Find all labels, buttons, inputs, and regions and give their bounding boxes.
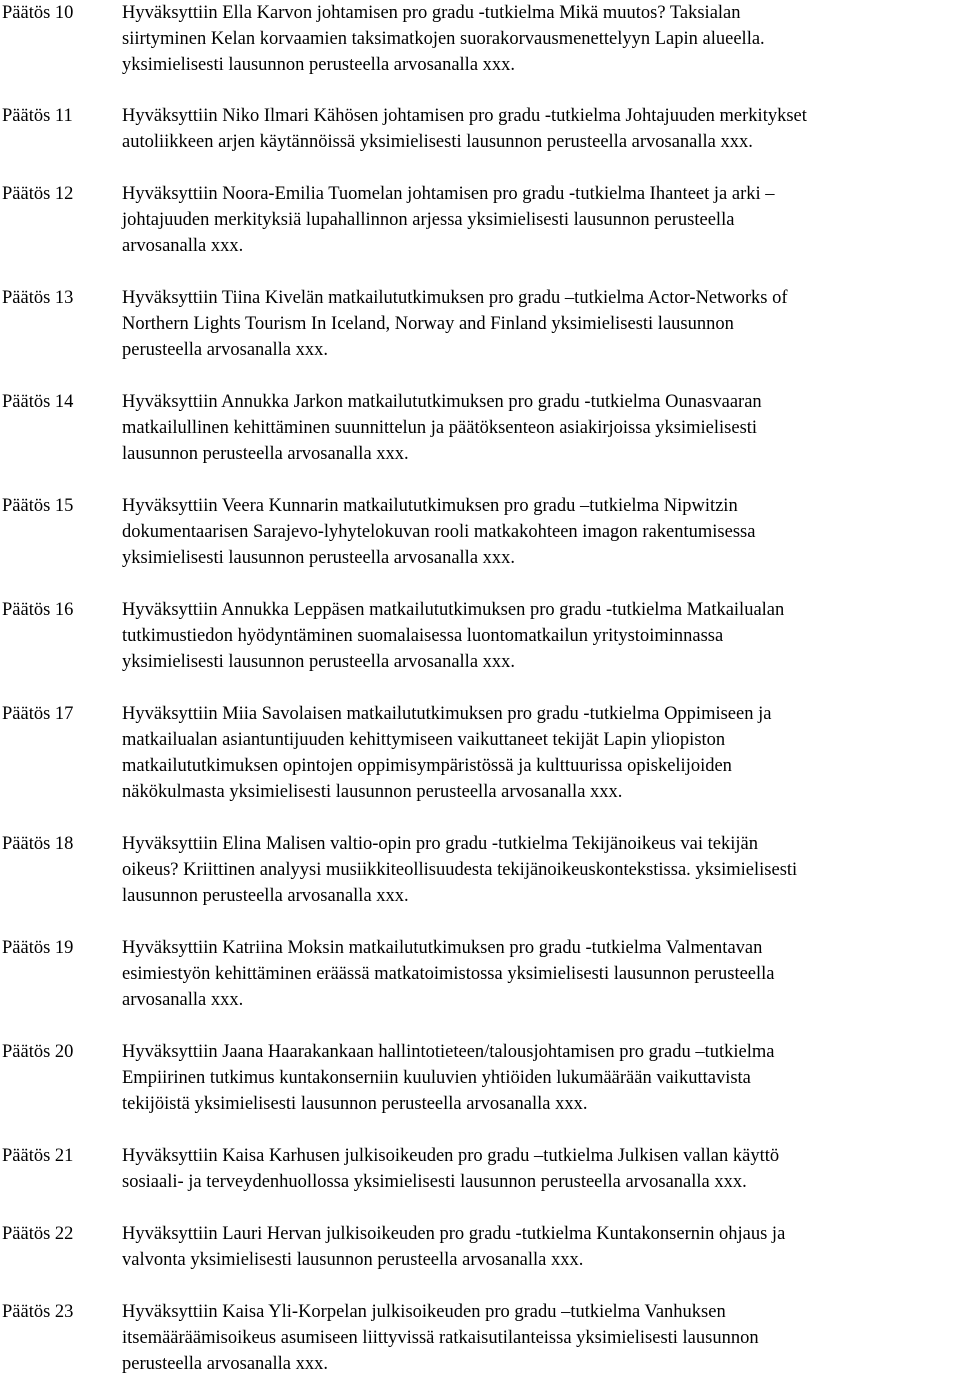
decision-text-line: siirtyminen Kelan korvaamien taksimatkojen suorakorvausmenettelyyn Lapin alueella. bbox=[122, 29, 765, 49]
decision-text-line: Hyväksyttiin Jaana Haarakankaan hallintotieteen/talousjohtamisen pro gradu –tutkielma bbox=[122, 1042, 775, 1062]
decision-number: Päätös 17 bbox=[2, 704, 74, 724]
decision-text-line: Hyväksyttiin Annukka Leppäsen matkailututkimuksen pro gradu -tutkielma Matkailualan bbox=[122, 600, 785, 620]
decision-text-line: arvosanalla xxx. bbox=[122, 236, 244, 256]
decision-text bbox=[122, 1039, 958, 1117]
decision-text-line: näkökulmasta yksimielisesti lausunnon perusteella arvosanalla xxx. bbox=[122, 782, 623, 802]
decision-text bbox=[122, 389, 958, 467]
decision-number: Päätös 22 bbox=[2, 1224, 74, 1244]
decision-text bbox=[122, 493, 958, 571]
decision-text-line: Hyväksyttiin Niko Ilmari Kähösen johtamisen pro gradu -tutkielma Johtajuuden merkitykset bbox=[122, 106, 807, 126]
decision-text-line: yksimielisesti lausunnon perusteella arvosanalla xxx. bbox=[122, 55, 516, 75]
decision-number: Päätös 14 bbox=[2, 392, 74, 412]
decision-text-line: Hyväksyttiin Elina Malisen valtio-opin pro gradu -tutkielma Tekijänoikeus vai tekijän bbox=[122, 834, 758, 854]
decision-text-line: Hyväksyttiin Tiina Kivelän matkailututkimuksen pro gradu –tutkielma Actor-Networks of bbox=[122, 288, 788, 308]
decision-text-line: matkailututkimuksen opintojen oppimisympäristössä ja kulttuurissa opiskelijoiden bbox=[122, 756, 732, 776]
decision-text-line: johtajuuden merkityksiä lupahallinnon arjessa yksimielisesti lausunnon perusteella bbox=[122, 210, 735, 230]
decision-text-line: matkailullinen kehittäminen suunnittelun ja päätöksenteon asiakirjoissa yksimielisesti bbox=[122, 418, 758, 438]
decision-number: Päätös 21 bbox=[2, 1146, 74, 1166]
decision-number: Päätös 15 bbox=[2, 496, 74, 516]
decision-number: Päätös 23 bbox=[2, 1302, 74, 1322]
decision-text-line: esimiestyön kehittäminen eräässä matkatoimistossa yksimielisesti lausunnon perusteella bbox=[122, 964, 775, 984]
decision-text-line: Hyväksyttiin Miia Savolaisen matkailututkimuksen pro gradu -tutkielma Oppimiseen ja bbox=[122, 704, 772, 724]
decision-number: Päätös 16 bbox=[2, 600, 74, 620]
decision-text-line: sosiaali- ja terveydenhuollossa yksimielisesti lausunnon perusteella arvosanalla xxx. bbox=[122, 1172, 747, 1192]
decision-text bbox=[122, 285, 958, 363]
decision-text-line: Empiirinen tutkimus kuntakonserniin kuuluvien yhtiöiden lukumäärään vaikuttavista bbox=[122, 1068, 751, 1088]
decision-text bbox=[122, 103, 958, 155]
decision-text-line: yksimielisesti lausunnon perusteella arvosanalla xxx. bbox=[122, 652, 516, 672]
decision-text bbox=[122, 1143, 958, 1195]
decision-text-line: arvosanalla xxx. bbox=[122, 990, 244, 1010]
decision-text bbox=[122, 935, 958, 1013]
decision-text-line: oikeus? Kriittinen analyysi musiikkiteollisuudesta tekijänoikeuskontekstissa. yksimielisesti bbox=[122, 860, 798, 880]
decision-text-line: Northern Lights Tourism In Iceland, Norway and Finland yksimielisesti lausunnon bbox=[122, 314, 734, 334]
decision-text-line: dokumentaarisen Sarajevo-lyhytelokuvan rooli matkakohteen imagon rakentumisessa bbox=[122, 522, 756, 542]
decision-text bbox=[122, 1221, 958, 1273]
decision-text bbox=[122, 831, 958, 909]
decision-text-line: Hyväksyttiin Ella Karvon johtamisen pro gradu -tutkielma Mikä muutos? Taksialan bbox=[122, 3, 741, 23]
decision-text-line: Hyväksyttiin Lauri Hervan julkisoikeuden pro gradu -tutkielma Kuntakonsernin ohjaus ja bbox=[122, 1224, 786, 1244]
decision-text-line: yksimielisesti lausunnon perusteella arvosanalla xxx. bbox=[122, 548, 516, 568]
decision-text bbox=[122, 597, 958, 675]
decision-text-line: perusteella arvosanalla xxx. bbox=[122, 1354, 328, 1374]
decision-text-line: autoliikkeen arjen käytännöissä yksimielisesti lausunnon perusteella arvosanalla xxx. bbox=[122, 132, 753, 152]
decision-text-line: Hyväksyttiin Kaisa Yli-Korpelan julkisoikeuden pro gradu –tutkielma Vanhuksen bbox=[122, 1302, 726, 1322]
decision-text-line: Hyväksyttiin Veera Kunnarin matkailututkimuksen pro gradu –tutkielma Nipwitzin bbox=[122, 496, 738, 516]
decision-number: Päätös 19 bbox=[2, 938, 74, 958]
decision-text-line: Hyväksyttiin Katriina Moksin matkailututkimuksen pro gradu -tutkielma Valmentavan bbox=[122, 938, 763, 958]
decision-number: Päätös 11 bbox=[2, 106, 73, 126]
decision-text-line: lausunnon perusteella arvosanalla xxx. bbox=[122, 886, 409, 906]
decision-number: Päätös 12 bbox=[2, 184, 74, 204]
decision-text bbox=[122, 1299, 958, 1377]
decision-text-line: tekijöistä yksimielisesti lausunnon perusteella arvosanalla xxx. bbox=[122, 1094, 588, 1114]
decision-number: Päätös 18 bbox=[2, 834, 74, 854]
decision-text bbox=[122, 701, 958, 805]
decision-text-line: matkailualan asiantuntijuuden kehittymiseen vaikuttaneet tekijät Lapin yliopiston bbox=[122, 730, 726, 750]
decision-text-line: itsemääräämisoikeus asumiseen liittyvissä ratkaisutilanteissa yksimielisesti lausunnon bbox=[122, 1328, 759, 1348]
decision-text-line: Hyväksyttiin Annukka Jarkon matkailututkimuksen pro gradu -tutkielma Ounasvaaran bbox=[122, 392, 762, 412]
decision-text-line: Hyväksyttiin Kaisa Karhusen julkisoikeuden pro gradu –tutkielma Julkisen vallan käyttö bbox=[122, 1146, 780, 1166]
decision-number: Päätös 13 bbox=[2, 288, 74, 308]
decision-text bbox=[122, 181, 958, 259]
decision-text bbox=[122, 0, 958, 78]
decision-number: Päätös 10 bbox=[2, 3, 74, 23]
decision-text-line: perusteella arvosanalla xxx. bbox=[122, 340, 328, 360]
decision-text-line: Hyväksyttiin Noora-Emilia Tuomelan johtamisen pro gradu -tutkielma Ihanteet ja arki – bbox=[122, 184, 775, 204]
decision-text-line: valvonta yksimielisesti lausunnon perusteella arvosanalla xxx. bbox=[122, 1250, 584, 1270]
decision-text-line: lausunnon perusteella arvosanalla xxx. bbox=[122, 444, 409, 464]
decision-text-line: tutkimustiedon hyödyntäminen suomalaisessa luontomatkailun yritystoiminnassa bbox=[122, 626, 724, 646]
decision-number: Päätös 20 bbox=[2, 1042, 74, 1062]
